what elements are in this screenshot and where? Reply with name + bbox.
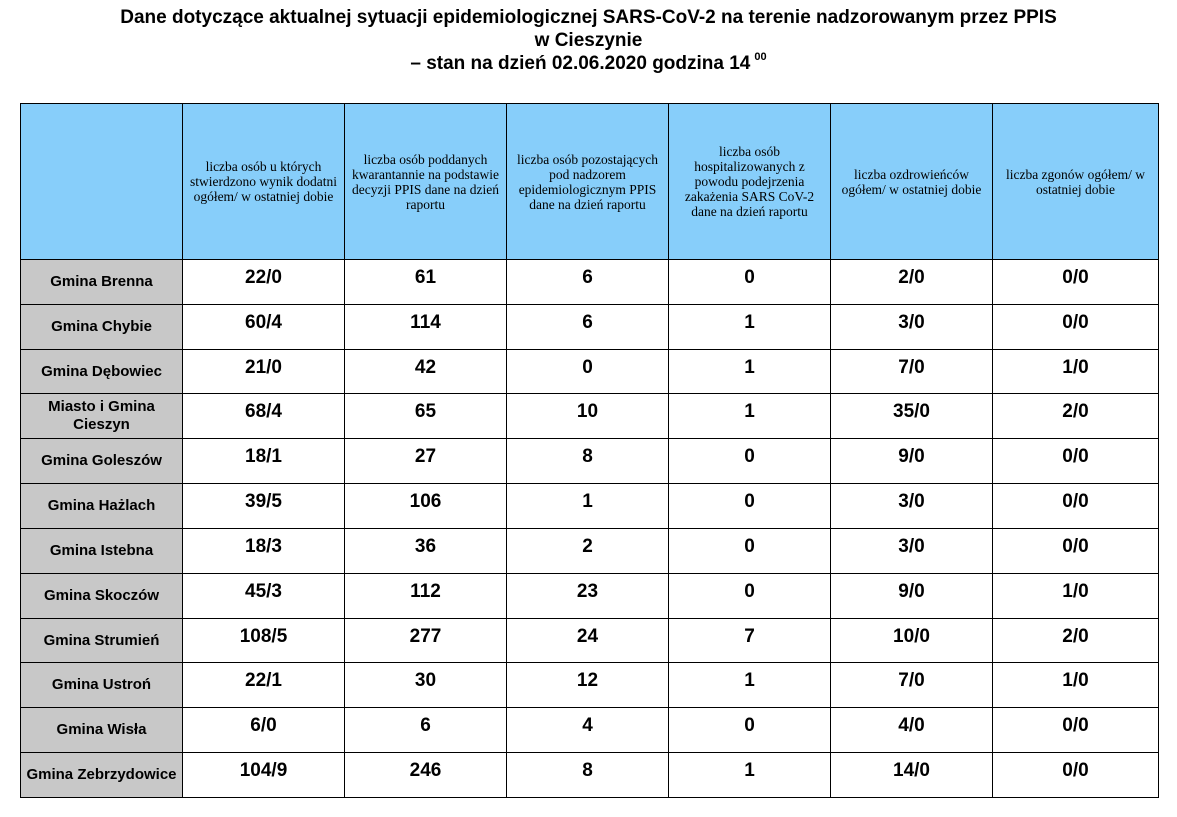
header-label: liczba osób poddanych kwarantannie na podstawie decyzji PPIS dane na dzień raportu: [352, 151, 499, 212]
supervision-cell: [507, 394, 669, 439]
positive-cases-cell: [183, 439, 345, 484]
header-positive-cases: [183, 104, 345, 260]
municipality-name-cell: Gmina Strumień: [21, 618, 183, 663]
value-text: 6: [582, 311, 593, 333]
value-text: 10/0: [893, 625, 930, 647]
positive-cases-cell: [183, 663, 345, 708]
quarantine-cell: [345, 394, 507, 439]
value-text: 4/0: [898, 715, 925, 737]
deaths-cell: [993, 484, 1159, 529]
value-text: 22/1: [245, 670, 282, 692]
value-text: 65: [414, 401, 437, 423]
quarantine-cell: [345, 439, 507, 484]
positive-cases-cell: [183, 260, 345, 305]
value-text: 1: [744, 760, 755, 782]
supervision-cell: [507, 304, 669, 349]
deaths-cell: [993, 573, 1159, 618]
value-text: 0/0: [1062, 311, 1089, 333]
deaths-cell: [993, 394, 1159, 439]
value-text: 14/0: [893, 760, 930, 782]
header-label: liczba osób pozostających pod nadzorem epidemiologicznym PPIS dane na dzień raportu: [517, 151, 658, 212]
deaths-cell: [993, 439, 1159, 484]
value-text: 0: [582, 356, 593, 378]
value-text: 1: [744, 356, 755, 378]
recovered-cell: [831, 573, 993, 618]
hospitalized-cell: [669, 394, 831, 439]
value-text: 24: [576, 625, 599, 647]
header-recovered: [831, 104, 993, 260]
header-municipality: [21, 104, 183, 260]
quarantine-cell: [345, 753, 507, 798]
value-text: 0: [744, 535, 755, 557]
quarantine-cell: [345, 260, 507, 305]
value-text: 30: [414, 670, 437, 692]
value-text: 104/9: [239, 760, 288, 782]
value-text: 27: [414, 446, 437, 468]
value-text: 8: [582, 446, 593, 468]
table-row: [21, 349, 1159, 394]
value-text: 7: [744, 625, 755, 647]
positive-cases-cell: [183, 349, 345, 394]
hospitalized-cell: [669, 528, 831, 573]
deaths-cell: [993, 753, 1159, 798]
recovered-cell: [831, 528, 993, 573]
value-text: 18/3: [245, 535, 282, 557]
recovered-cell: [831, 304, 993, 349]
value-text: 3/0: [898, 311, 925, 333]
value-text: 0: [744, 446, 755, 468]
value-text: 114: [410, 311, 441, 333]
quarantine-cell: [345, 349, 507, 394]
supervision-cell: [507, 484, 669, 529]
value-text: 2: [582, 535, 593, 557]
table-row: [21, 484, 1159, 529]
value-text: 0: [744, 580, 755, 602]
positive-cases-cell: [183, 528, 345, 573]
value-text: 21/0: [245, 356, 282, 378]
value-text: 2/0: [1062, 625, 1089, 647]
value-text: 0/0: [1062, 760, 1089, 782]
value-text: 1/0: [1062, 670, 1089, 692]
value-text: 0/0: [1062, 715, 1089, 737]
header-label: liczba osób u których stwierdzono wynik dodatni ogółem/ w ostatniej dobie: [190, 159, 337, 204]
value-text: 106: [409, 491, 442, 513]
value-text: 4: [582, 715, 593, 737]
positive-cases-cell: [183, 484, 345, 529]
value-text: 7/0: [898, 356, 925, 378]
recovered-cell: [831, 663, 993, 708]
value-text: 68/4: [245, 401, 282, 423]
header-label: liczba ozdrowieńców ogółem/ w ostatniej dobie: [841, 166, 982, 197]
title-date-text: – stan na dzień 02.06.2020 godzina 14: [410, 53, 751, 74]
deaths-cell: [993, 663, 1159, 708]
value-text: 1: [744, 670, 755, 692]
title-line-2: w Cieszynie: [534, 30, 643, 51]
municipality-name-cell: Gmina Zebrzydowice: [21, 753, 183, 798]
value-text: 6: [582, 266, 593, 288]
value-text: 9/0: [898, 446, 925, 468]
value-text: 45/3: [245, 580, 282, 602]
table-row: [21, 439, 1159, 484]
recovered-cell: [831, 394, 993, 439]
municipality-name-cell: Gmina Ustroń: [21, 663, 183, 708]
supervision-cell: [507, 349, 669, 394]
positive-cases-cell: [183, 753, 345, 798]
table-row: [21, 394, 1159, 439]
value-text: 3/0: [898, 535, 925, 557]
deaths-cell: [993, 708, 1159, 753]
hospitalized-cell: [669, 573, 831, 618]
value-text: 2/0: [1062, 401, 1089, 423]
value-text: 9/0: [898, 580, 925, 602]
table-row: [21, 304, 1159, 349]
table-row: [21, 663, 1159, 708]
hospitalized-cell: [669, 260, 831, 305]
recovered-cell: [831, 260, 993, 305]
positive-cases-cell: [183, 618, 345, 663]
supervision-cell: [507, 753, 669, 798]
recovered-cell: [831, 708, 993, 753]
table-row: [21, 260, 1159, 305]
value-text: 8: [582, 760, 593, 782]
header-label: liczba zgonów ogółem/ w ostatniej dobie: [1005, 166, 1146, 197]
quarantine-cell: [345, 663, 507, 708]
header-label: liczba osób hospitalizowanych z powodu podejrzenia zakażenia SARS CoV-2 dane na dzień raportu: [684, 144, 815, 219]
value-text: 0: [744, 491, 755, 513]
title-hour-minutes: 00: [754, 51, 767, 63]
value-text: 3/0: [898, 491, 925, 513]
municipality-name-cell: Gmina Brenna: [21, 260, 183, 305]
value-text: 246: [409, 760, 442, 782]
value-text: 2/0: [898, 266, 925, 288]
value-text: 1/0: [1062, 356, 1089, 378]
quarantine-cell: [345, 708, 507, 753]
deaths-cell: [993, 618, 1159, 663]
municipality-name-cell: Gmina Wisła: [21, 708, 183, 753]
hospitalized-cell: [669, 484, 831, 529]
quarantine-cell: [345, 484, 507, 529]
header-deaths: [993, 104, 1159, 260]
quarantine-cell: [345, 304, 507, 349]
table-row: [21, 753, 1159, 798]
municipality-name-cell: Gmina Goleszów: [21, 439, 183, 484]
header-quarantine: [345, 104, 507, 260]
value-text: 1/0: [1062, 580, 1089, 602]
title-line-3: [0, 52, 1177, 75]
positive-cases-cell: [183, 304, 345, 349]
positive-cases-cell: [183, 394, 345, 439]
value-text: 0/0: [1062, 491, 1089, 513]
value-text: 35/0: [893, 401, 930, 423]
hospitalized-cell: [669, 708, 831, 753]
deaths-cell: [993, 349, 1159, 394]
value-text: 1: [582, 491, 593, 513]
supervision-cell: [507, 528, 669, 573]
value-text: 39/5: [245, 491, 282, 513]
hospitalized-cell: [669, 618, 831, 663]
quarantine-cell: [345, 528, 507, 573]
supervision-cell: [507, 663, 669, 708]
municipality-name-cell: Gmina Dębowiec: [21, 349, 183, 394]
recovered-cell: [831, 439, 993, 484]
municipality-name-cell: Gmina Chybie: [21, 304, 183, 349]
header-supervision: [507, 104, 669, 260]
value-text: 60/4: [245, 311, 282, 333]
value-text: 6/0: [250, 715, 277, 737]
recovered-cell: [831, 753, 993, 798]
table-header-row: [21, 104, 1159, 260]
municipality-name-cell: Miasto i Gmina Cieszyn: [21, 394, 183, 439]
hospitalized-cell: [669, 304, 831, 349]
municipality-name-cell: Gmina Istebna: [21, 528, 183, 573]
deaths-cell: [993, 260, 1159, 305]
table-row: [21, 573, 1159, 618]
value-text: 6: [420, 715, 431, 737]
header-hospitalized: [669, 104, 831, 260]
value-text: 23: [576, 580, 599, 602]
quarantine-cell: [345, 573, 507, 618]
epidemiological-table: [20, 103, 1159, 798]
value-text: 112: [410, 580, 441, 602]
supervision-cell: [507, 618, 669, 663]
value-text: 0/0: [1062, 535, 1089, 557]
value-text: 12: [576, 670, 599, 692]
hospitalized-cell: [669, 349, 831, 394]
supervision-cell: [507, 708, 669, 753]
title-line-1: Dane dotyczące aktualnej sytuacji epidemiologicznej SARS-CoV-2 na terenie nadzorowanym przez PPIS: [120, 7, 1057, 28]
value-text: 61: [414, 266, 437, 288]
value-text: 18/1: [245, 446, 282, 468]
recovered-cell: [831, 349, 993, 394]
table-row: [21, 708, 1159, 753]
value-text: 7/0: [898, 670, 925, 692]
report-title: [0, 6, 1177, 75]
recovered-cell: [831, 484, 993, 529]
recovered-cell: [831, 618, 993, 663]
hospitalized-cell: [669, 439, 831, 484]
table-body: [21, 260, 1159, 798]
table-row: [21, 528, 1159, 573]
value-text: 36: [414, 535, 437, 557]
value-text: 0/0: [1062, 266, 1089, 288]
deaths-cell: [993, 528, 1159, 573]
value-text: 1: [744, 311, 755, 333]
supervision-cell: [507, 260, 669, 305]
value-text: 42: [414, 356, 437, 378]
value-text: 10: [576, 401, 599, 423]
value-text: 0: [744, 715, 755, 737]
value-text: 108/5: [239, 625, 288, 647]
positive-cases-cell: [183, 708, 345, 753]
table-row: [21, 618, 1159, 663]
municipality-name-cell: Gmina Skoczów: [21, 573, 183, 618]
hospitalized-cell: [669, 663, 831, 708]
value-text: 0: [744, 266, 755, 288]
municipality-name-cell: Gmina Hażlach: [21, 484, 183, 529]
hospitalized-cell: [669, 753, 831, 798]
positive-cases-cell: [183, 573, 345, 618]
value-text: 1: [744, 401, 755, 423]
value-text: 0/0: [1062, 446, 1089, 468]
value-text: 277: [409, 625, 442, 647]
supervision-cell: [507, 439, 669, 484]
supervision-cell: [507, 573, 669, 618]
deaths-cell: [993, 304, 1159, 349]
value-text: 22/0: [245, 266, 282, 288]
quarantine-cell: [345, 618, 507, 663]
